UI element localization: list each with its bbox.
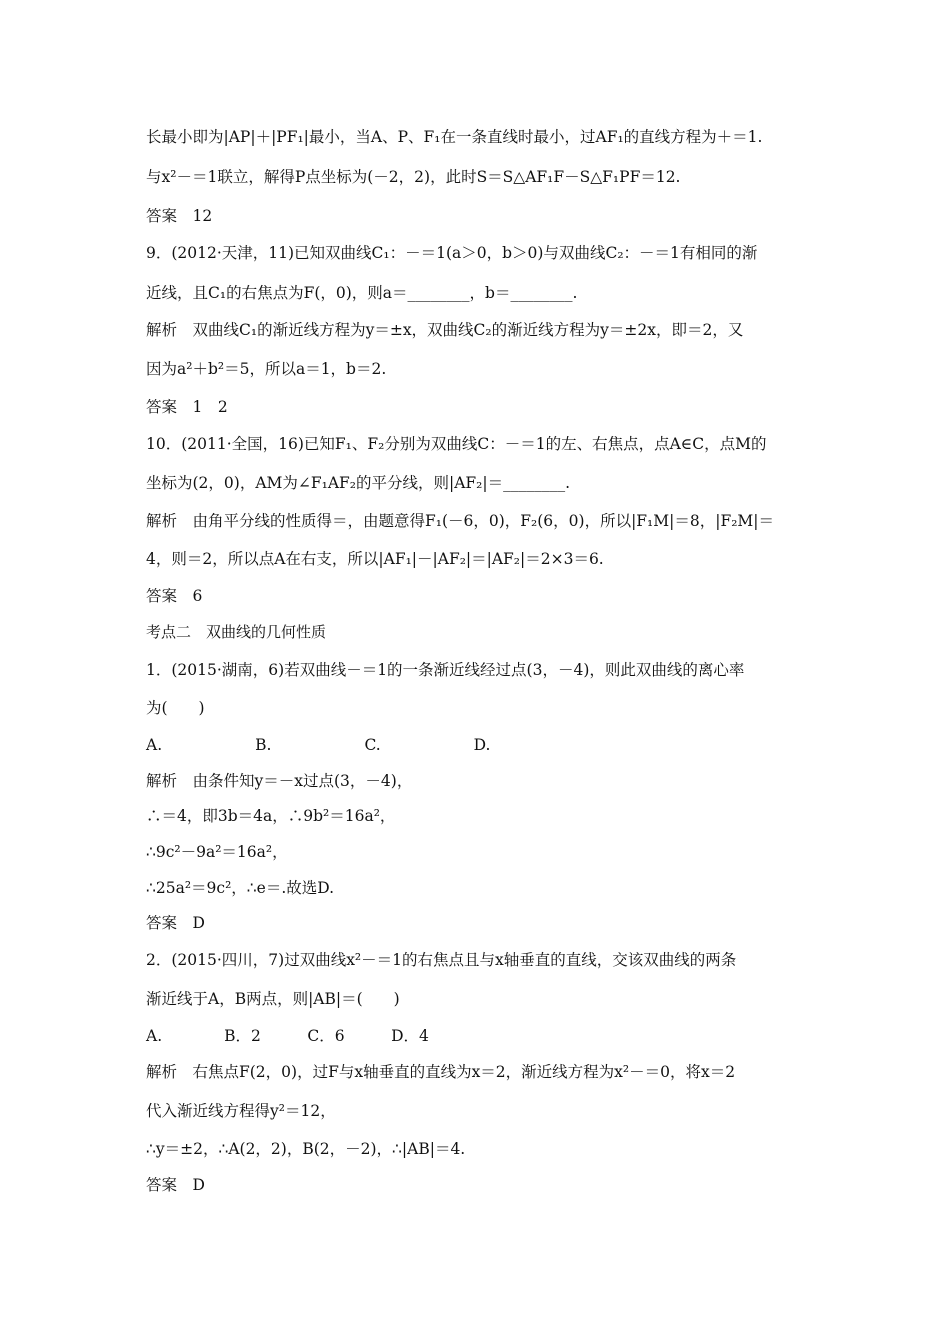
text-line: 因为a²＋b²＝5，所以a＝1，b＝2. [146, 360, 387, 378]
answer-line: 答案 12 [146, 207, 213, 225]
text-line: 长最小即为|AP|＋|PF₁|最小，当A、P、F₁在一条直线时最小，过AF₁的直线方程为＋＝1. [146, 128, 763, 146]
solution-line: 解析 右焦点F(2，0)，过F与x轴垂直的直线为x＝2，渐近线方程为x²－＝0，将x＝2 [146, 1063, 736, 1081]
choices-line: A. B．2 C．6 D．4 [146, 1027, 429, 1045]
text-line: ∴25a²＝9c²，∴e＝.故选D. [146, 879, 335, 897]
text-line: ∴＝4，即3b＝4a，∴9b²＝16a²， [146, 807, 396, 825]
text-line: ∴y＝±2，∴A(2，2)，B(2，－2)，∴|AB|＝4. [146, 1140, 466, 1158]
answer-line: 答案 6 [146, 587, 203, 605]
text-line: 近线，且C₁的右焦点为F(，0)，则a＝________，b＝________. [146, 284, 578, 302]
solution-line: 解析 由条件知y＝－x过点(3，－4)， [146, 772, 413, 790]
text-line: ∴9c²－9a²＝16a²， [146, 843, 288, 861]
text-line: 渐近线于A，B两点，则|AB|＝( ) [146, 990, 400, 1008]
text-line: 与x²－＝1联立，解得P点坐标为(－2，2)，此时S＝S△AF₁F－S△F₁PF＝12. [146, 168, 681, 186]
text-line: 4，则＝2，所以点A在右支，所以|AF₁|－|AF₂|＝|AF₂|＝2×3＝6. [146, 550, 604, 568]
section-heading: 考点二 双曲线的几何性质 [146, 623, 327, 641]
text-line: 代入渐近线方程得y²＝12， [146, 1102, 336, 1120]
text-line: 坐标为(2，0)，AM为∠F₁AF₂的平分线，则|AF₂|＝________. [146, 474, 571, 492]
answer-line: 答案 1 2 [146, 398, 228, 416]
solution-line: 解析 由角平分线的性质得＝，由题意得F₁(－6，0)，F₂(6，0)，所以|F₁M|＝8，|F₂M|＝ [146, 512, 775, 530]
question-9-line: 9．(2012·天津，11)已知双曲线C₁：－＝1(a＞0，b＞0)与双曲线C₂：－＝1有相同的渐 [146, 244, 758, 262]
answer-line: 答案 D [146, 914, 205, 932]
solution-line: 解析 双曲线C₁的渐近线方程为y＝±x，双曲线C₂的渐近线方程为y＝±2x，即＝2，又 [146, 321, 744, 339]
question-10-line: 10．(2011·全国，16)已知F₁、F₂分别为双曲线C：－＝1的左、右焦点，点A∈C，点M的 [146, 435, 767, 453]
answer-line: 答案 D [146, 1176, 205, 1194]
question-2-line: 2．(2015·四川，7)过双曲线x²－＝1的右焦点且与x轴垂直的直线，交该双曲线的两条 [146, 951, 737, 969]
text-line: 为( ) [146, 699, 205, 717]
question-1-line: 1．(2015·湖南，6)若双曲线－＝1的一条渐近线经过点(3，－4)，则此双曲线的离心率 [146, 661, 745, 679]
choices-line: A. B. C. D. [146, 736, 491, 754]
